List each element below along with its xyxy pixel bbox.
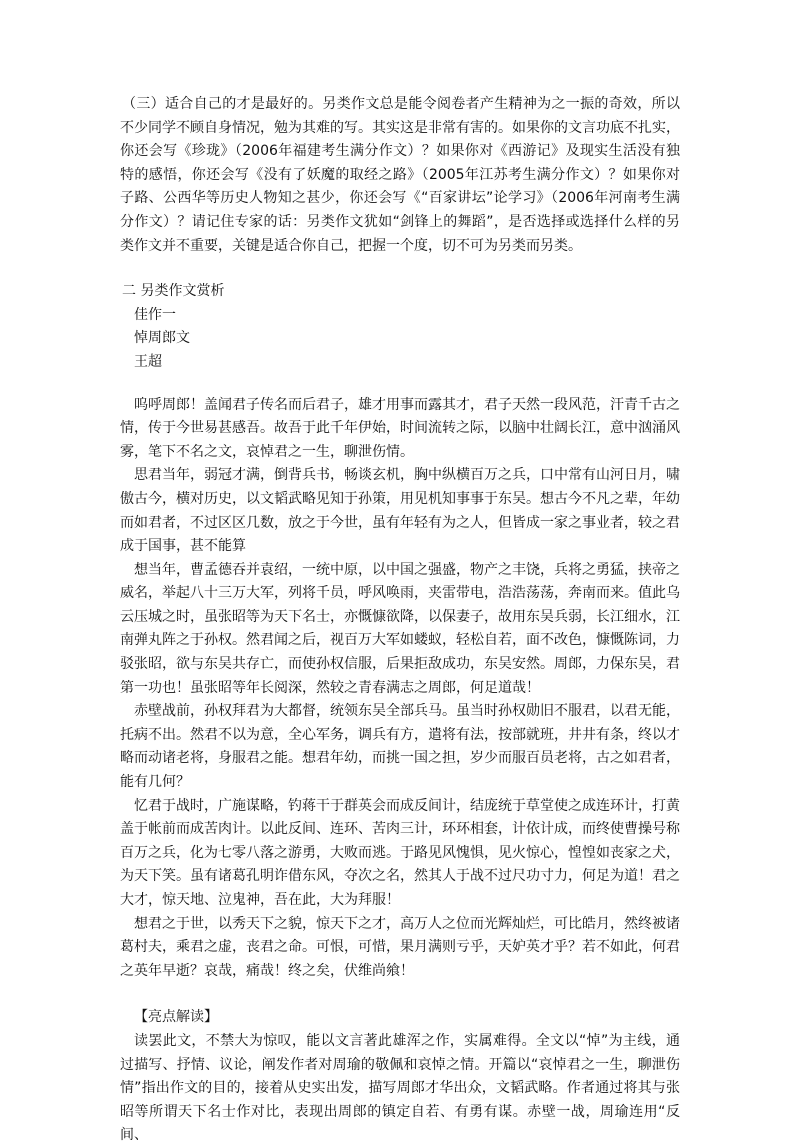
essay-paragraph-3: 想当年，曹孟德吞并袁绍，一统中原，以中国之强盛，物产之丰饶，兵将之勇猛，挟帝之威名，举起八十三万大军，列将千员，呼风唤雨，夹雷带电，浩浩荡荡，奔南而来。值此乌云压城之时，虽张昭等为天下名士，亦慨慷欲降，以保妻子，故用东吴兵弱，长江细水，江南弹丸阵之于孙权。然君闻之后，视百万大军如蝼蚁，轻松自若，面不改色，慷慨陈词，力驳张昭，欲与东吴共存亡，而使孙权信服，后果拒敌成功，东吴安然。周郎，力保东吴，君第一功也！虽张昭等年长阅深，然较之青春满志之周郎，何足道哉！ — [120, 561, 680, 696]
essay-paragraph-2: 思君当年，弱冠才满，倒背兵书，畅谈玄机，胸中纵横百万之兵，口中常有山河日月，啸傲古今，横对历史，以文韬武略见知于孙策，用见机知事事于东吴。想古今不凡之辈，年幼而如君者，不过区区几数，放之于今世，虽有年轻有为之人，但皆成一家之事业者，较之君成于国事，甚不能算 — [120, 467, 680, 555]
spacer — [120, 375, 680, 394]
essay-paragraph-6: 想君之于世，以秀天下之貌，惊天下之才，高万人之位而光辉灿烂，可比皓月，然终被诸葛村夫，乘君之虚，丧君之命。可恨，可惜，果月满则亏乎，天妒英才乎？若不如此，何君之英年早逝？哀哉，痛哉！终之矣，伏维尚飨！ — [120, 915, 680, 979]
document-page — [120, 93, 680, 1148]
spacer — [120, 258, 680, 280]
analysis-heading: 【亮点解读】 — [134, 1009, 218, 1026]
subheading: 佳作一 — [134, 306, 176, 323]
section3-paragraph: （三）适合自己的才是最好的。另类作文总是能令阅卷者产生精神为之一振的奇效，所以不少同学不顾自身情况，勉为其难的写。其实这是非常有害的。如果你的文言功底不扎实，你还会写《珍珑》（2006年福建考生满分作文）？如果你对《西游记》及现实生活没有独特的感悟，你还会写《没有了妖魔的取经之路》（2005年江苏考生满分作文）？如果你对子路、公西华等历史人物知之甚少，你还会写《“百家讲坛”论学习》（2006年河南考生满分作文）？请记住专家的话：另类作文犹如“剑锋上的舞蹈”，是否选择或选择什么样的另类作文并不重要，关键是适合你自己，把握一个度，切不可为另类而另类。 — [120, 96, 680, 254]
analysis-paragraph: 读罢此文，不禁大为惊叹，能以文言著此雄浑之作，实属难得。全文以“悼”为主线，通过描写、抒情、议论，阐发作者对周瑜的敬佩和哀悼之情。开篇以“哀悼君之一生，聊泄伤情”指出作文的目的，接着从史实出发，描写周郎才华出众，文韬武略。作者通过将其与张昭等所谓天下名士作对比，表现出周郎的镇定自若、有勇有谋。赤壁一战，周瑜连用“反间、 — [120, 1032, 680, 1144]
essay-author: 王超 — [134, 353, 162, 370]
essay-paragraph-4: 赤壁战前，孙权拜君为大都督，统领东吴全部兵马。虽当时孙权勋旧不服君，以君无能，托病不出。然君不以为意，全心军务，调兵有方，遣将有法，按部就班，井井有条，终以才略而动诸老将，身服君之能。想君年幼，而挑一国之担，岁少而服百员老将，古之如君者，能有几何？ — [120, 703, 680, 791]
section2-heading: 二 另类作文赏析 — [122, 283, 225, 300]
essay-paragraph-1: 呜呼周郎！盖闻君子传名而后君子，雄才用事而露其才，君子天然一段风范，汗青千古之情，传于今世易甚感吾。故吾于此千年伊始，时间流转之际，以脑中壮阔长江，意中汹涌风雾，笔下不名之文，哀悼君之一生，聊泄伤情。 — [120, 396, 680, 460]
essay-title: 悼周郎文 — [134, 330, 190, 347]
spacer — [120, 983, 680, 1006]
essay-paragraph-5: 忆君于战时，广施谋略，钓蒋干于群英会而成反间计，结庞统于草堂使之成连环计，打黄盖于帐前而成苦肉计。以此反间、连环、苦肉三计，环环相套，计依计成，而终使曹操号称百万之兵，化为七零八落之游勇，大败而逃。于路见风愧惧，见火惊心，惶惶如丧家之犬，为天下笑。虽有诸葛孔明诈借东风，夺次之名，然其人于战不过尺功寸力，何足为道！君之大才，惊天地、泣鬼神，吾在此，大为拜服！ — [120, 797, 680, 908]
